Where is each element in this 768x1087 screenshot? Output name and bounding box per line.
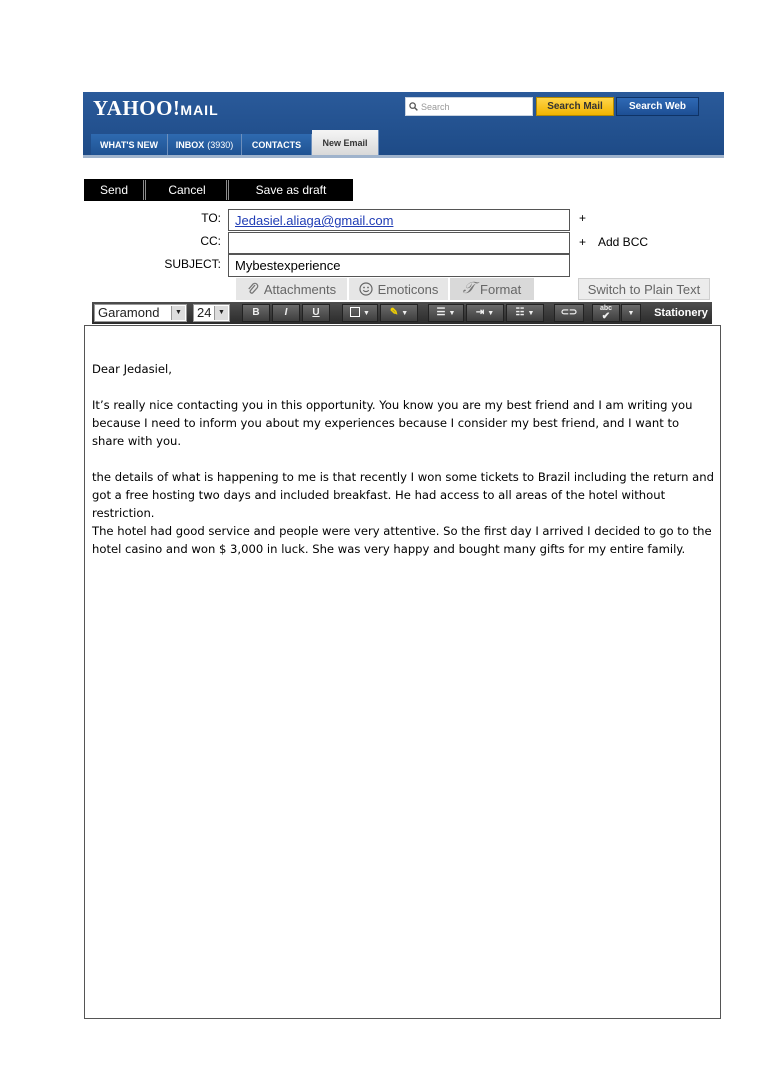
logo-text: YAHOO! (93, 96, 181, 120)
paperclip-icon (247, 282, 259, 296)
check-icon: ✔ (601, 311, 611, 322)
attachments-label: Attachments (263, 281, 337, 297)
body-paragraph-3: The hotel had good service and people were very attentive. So the first day I arrived I decided to go to the hotel casino and won $ 3,000 in luck. She was very happy and bought many gifts for my entire family. (92, 524, 712, 556)
emoticons-label: Emoticons (377, 281, 439, 297)
chevron-down-icon: ▼ (527, 310, 535, 317)
tab-whats-new[interactable] (91, 134, 168, 155)
chevron-down-icon: ▼ (627, 310, 635, 317)
search-placeholder: Search (421, 101, 450, 112)
attachments-tab[interactable] (236, 278, 348, 300)
stationery-button[interactable]: Stationery (654, 307, 708, 319)
tab-label: INBOX (175, 139, 205, 150)
insert-link-button[interactable] (554, 304, 584, 322)
yahoo-mail-header (83, 92, 724, 158)
search-input[interactable] (405, 97, 533, 116)
color-swatch-icon (350, 307, 360, 317)
align-button[interactable] (428, 304, 464, 322)
highlighter-icon: ✎ (389, 307, 399, 318)
tab-label: WHAT'S NEW (100, 139, 158, 150)
search-web-button[interactable]: Search Web (616, 97, 699, 116)
bold-button[interactable]: B (242, 304, 270, 322)
bullet-list-icon: ☷ (515, 307, 525, 318)
tab-new-email[interactable] (312, 130, 379, 155)
body-greeting: Dear Jedasiel, (92, 362, 172, 376)
cancel-button[interactable]: Cancel (148, 180, 229, 200)
font-family-select[interactable] (94, 304, 187, 322)
smiley-icon (359, 282, 373, 296)
chevron-down-icon: ▼ (363, 310, 370, 317)
spellcheck-button[interactable] (592, 304, 620, 322)
font-size-value: 24 (197, 305, 212, 320)
to-recipient-link[interactable]: Jedasiel.aliaga@gmail.com (235, 213, 394, 228)
format-label: Format (480, 281, 522, 297)
format-tab[interactable] (450, 278, 535, 300)
spellcheck-dropdown[interactable] (621, 304, 641, 322)
search-mail-button[interactable]: Search Mail (536, 97, 614, 116)
subject-field[interactable]: Mybestexperience (228, 254, 570, 277)
subject-label: SUBJECT: (164, 257, 221, 271)
underline-button[interactable]: U (302, 304, 330, 322)
cc-add-button[interactable]: + (579, 235, 587, 249)
indent-icon: ⇥ (475, 307, 485, 318)
chevron-down-icon: ▼ (401, 310, 409, 317)
chevron-down-icon: ▼ (171, 306, 185, 320)
text-color-button[interactable] (342, 304, 378, 322)
chevron-down-icon: ▼ (448, 310, 456, 317)
font-family-value: Garamond (98, 305, 160, 320)
save-draft-button[interactable]: Save as draft (255, 183, 327, 197)
cc-label: CC: (200, 234, 221, 248)
send-button[interactable]: Send (85, 180, 146, 200)
chevron-down-icon: ▼ (214, 306, 228, 320)
body-paragraph-2: the details of what is happening to me is that recently I won some tickets to Brazil including the return and got a free hosting two days and included breakfast. He had access to all areas of the hotel without restriction. (92, 470, 714, 520)
main-nav (83, 134, 724, 158)
indent-button[interactable] (466, 304, 504, 322)
to-label: TO: (201, 211, 221, 225)
switch-plain-text-button[interactable]: Switch to Plain Text (578, 278, 710, 300)
search-icon (409, 102, 418, 111)
to-add-button[interactable]: + (579, 211, 587, 225)
message-body-editor[interactable] (84, 325, 721, 1019)
inbox-count: (3930) (207, 139, 234, 150)
tab-label: CONTACTS (251, 139, 302, 150)
tab-contacts[interactable] (242, 134, 312, 155)
tab-label: New Email (322, 137, 368, 148)
spellcheck-label: abc (599, 305, 613, 312)
body-paragraph-1: It’s really nice contacting you in this opportunity. You know you are my best friend and I am writing you because I need to inform you about my experiences because I consider my best friend, and I want to share with you. (92, 398, 693, 448)
emoticons-tab[interactable] (349, 278, 449, 300)
logo-suffix: MAIL (180, 102, 219, 118)
add-bcc-link[interactable]: Add BCC (598, 235, 649, 249)
font-size-select[interactable] (193, 304, 230, 322)
yahoo-mail-logo[interactable] (93, 96, 219, 121)
chevron-down-icon: ▼ (487, 310, 495, 317)
format-toolbar (92, 302, 712, 324)
align-left-icon: ☰ (436, 307, 446, 318)
highlight-color-button[interactable] (380, 304, 418, 322)
italic-button[interactable]: I (272, 304, 300, 322)
list-button[interactable] (506, 304, 544, 322)
link-icon: ⊂⊃ (560, 307, 578, 318)
cc-field[interactable] (228, 232, 570, 254)
tab-inbox[interactable] (168, 134, 242, 155)
compose-action-bar (84, 179, 353, 201)
format-t-icon: 𝒯 (462, 280, 476, 297)
to-field[interactable] (228, 209, 570, 231)
